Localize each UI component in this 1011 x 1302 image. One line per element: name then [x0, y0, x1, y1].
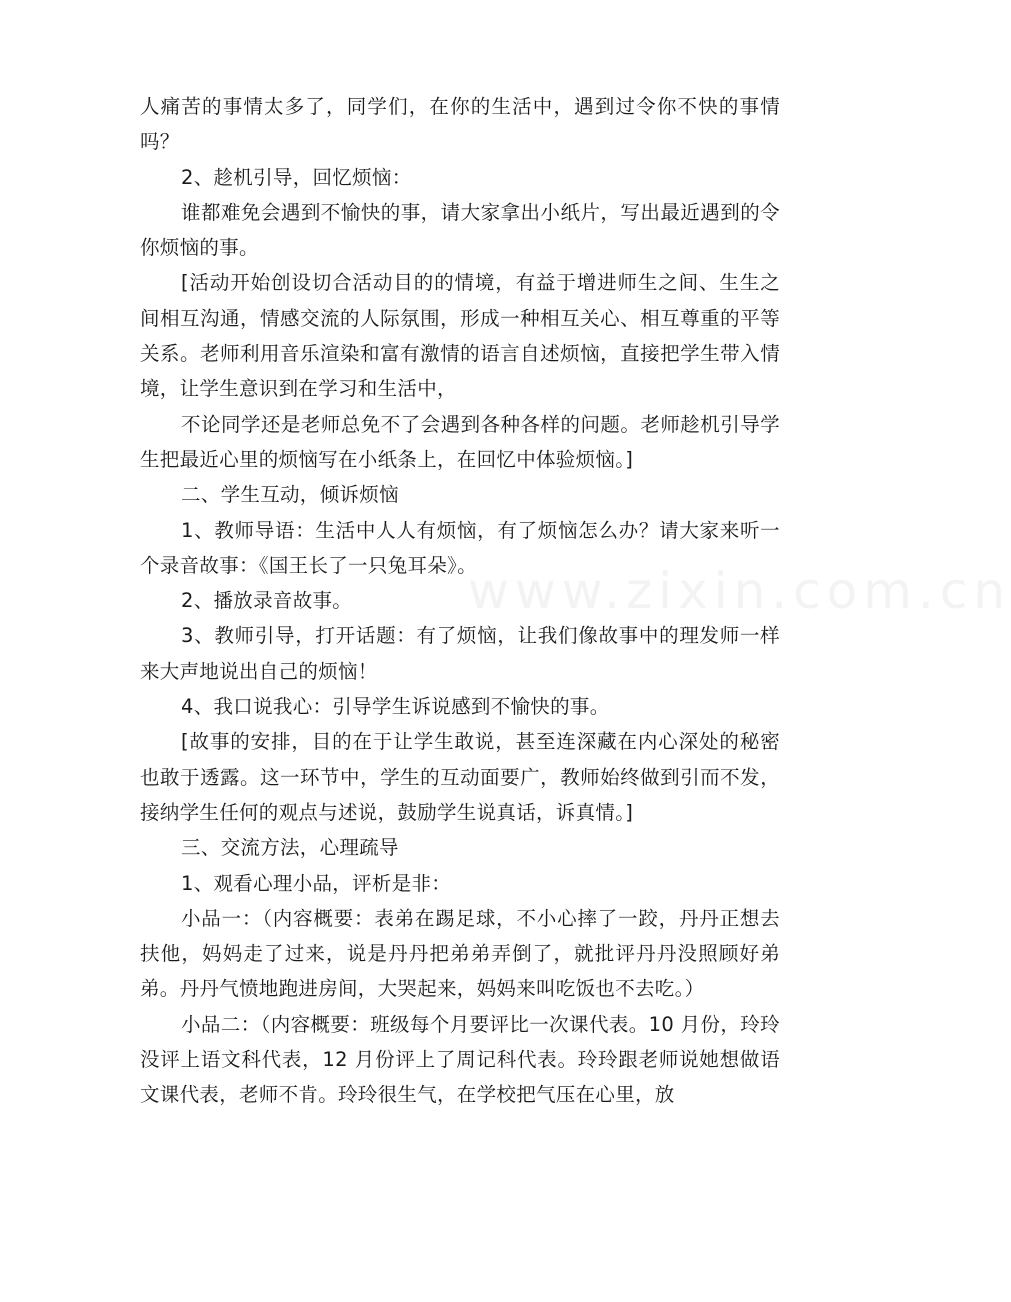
- watermark-text: www.zixin.com.cn: [468, 562, 1011, 620]
- paragraph-8: 2、播放录音故事。: [181, 589, 353, 613]
- paragraph-5: 不论同学还是老师总免不了会遇到各种各样的问题。老师趁机引导学生把最近心里的烦恼写在小纸条上，在回忆中体验烦恼。]: [140, 412, 780, 471]
- paragraph-13: 1、观看心理小品，评析是非：: [181, 871, 452, 895]
- paragraph-7: 1、教师导语：生活中人人有烦恼，有了烦恼怎么办？请大家来听一个录音故事：《国王长了一只兔耳朵》。: [140, 518, 780, 577]
- section-heading-2: 二、学生互动，倾诉烦恼: [181, 483, 399, 507]
- paragraph-3: 谁都难免会遇到不愉快的事，请大家拿出小纸片，写出最近遇到的令你烦恼的事。: [140, 200, 780, 260]
- paragraph-15: 小品二：（内容概要：班级每个月要评比一次课代表。10 月份，玲玲没评上语文科代表，12 月份评上了周记科代表。玲玲跟老师说她想做语文课代表，老师不肯。玲玲很生气，在学校把气压在心里，放: [140, 1012, 780, 1107]
- paragraph-11: [故事的安排，目的在于让学生敢说，甚至连深藏在内心深处的秘密也敢于透露。这一环节中，学生的互动面要广，教师始终做到引而不发，接纳学生任何的观点与述说，鼓励学生说真话，诉真情。]: [140, 730, 780, 824]
- document-page: [140, 89, 780, 1113]
- paragraph-2: 2、趁机引导，回忆烦恼：: [181, 165, 412, 189]
- paragraph-1: 人痛苦的事情太多了，同学们，在你的生活中，遇到过令你不快的事情吗？: [140, 95, 780, 154]
- paragraph-9: 3、教师引导，打开话题：有了烦恼，让我们像故事中的理发师一样来大声地说出自己的烦恼！: [140, 624, 780, 683]
- section-heading-3: 三、交流方法，心理疏导: [181, 836, 399, 860]
- paragraph-4: [活动开始创设切合活动目的的情境，有益于增进师生之间、生生之间相互沟通，情感交流的人际氛围，形成一种相互关心、相互尊重的平等关系。老师利用音乐渲染和富有激情的语言自述烦恼，直接把学生带入情境，让学生意识到在学习和生活中，: [140, 271, 780, 401]
- paragraph-10: 4、我口说我心：引导学生诉说感到不愉快的事。: [181, 695, 610, 719]
- paragraph-14: 小品一：（内容概要：表弟在踢足球，不小心摔了一跤，丹丹正想去扶他，妈妈走了过来，说是丹丹把弟弟弄倒了，就批评丹丹没照顾好弟弟。丹丹气愤地跑进房间，大哭起来，妈妈来叫吃饭也不去吃。）: [140, 906, 780, 1001]
